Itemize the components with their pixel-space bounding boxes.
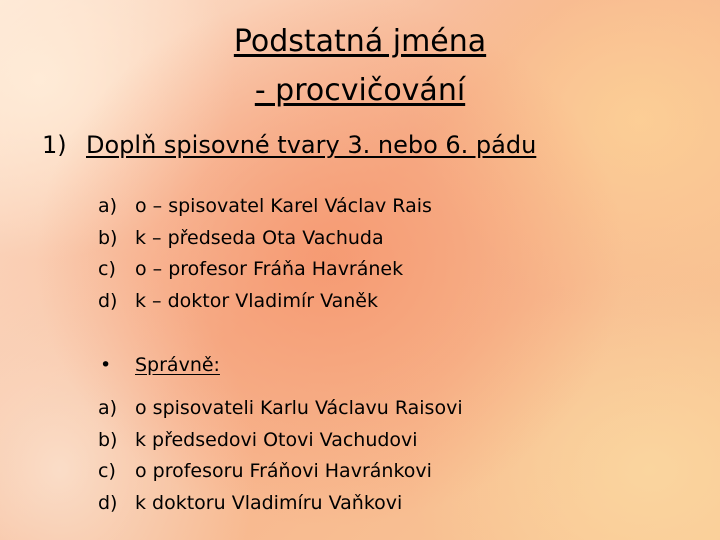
answer-item [98, 425, 463, 457]
answer-text: o spisovateli Karlu Václavu Raisovi [135, 397, 463, 419]
answer-letter: a) [98, 397, 118, 419]
exercise-letter: b) [98, 226, 118, 249]
exercise-letter: d) [98, 289, 118, 312]
task-heading [42, 128, 536, 162]
title-line-1 [0, 23, 720, 61]
exercise-text: o – profesor Fráňa Havránek [135, 258, 404, 280]
exercise-text: o – spisovatel Karel Václav Rais [135, 195, 432, 217]
exercise-item [98, 223, 432, 255]
answer-item [98, 488, 463, 520]
exercise-letter: a) [98, 195, 118, 217]
title-line-2 [0, 72, 720, 110]
exercise-letter: c) [98, 258, 116, 280]
exercise-text: k – doktor Vladimír Vaněk [135, 289, 378, 312]
answer-heading [100, 350, 220, 380]
title-line-1-text: Podstatná jména [233, 24, 487, 59]
answer-text: k doktoru Vladimíru Vaňkovi [135, 491, 403, 514]
task-number: 1) [42, 131, 67, 159]
answer-text: o profesoru Fráňovi Havránkovi [135, 460, 432, 482]
task-text: Doplň spisovné tvary 3. nebo 6. pádu [86, 131, 537, 159]
answer-letter: b) [98, 428, 118, 451]
answer-letter: c) [98, 460, 116, 482]
answer-item [98, 393, 463, 425]
answer-letter: d) [98, 491, 118, 514]
exercise-text: k – předseda Ota Vachuda [135, 226, 384, 249]
answer-text: k předsedovi Otovi Vachudovi [135, 428, 418, 451]
answer-item [98, 456, 463, 488]
exercise-item [98, 254, 432, 286]
exercise-item [98, 191, 432, 223]
bullet-icon: • [100, 354, 112, 376]
title-line-2-text: - procvičování [254, 73, 466, 108]
answer-label: Správně: [135, 354, 220, 376]
exercise-list [98, 191, 432, 317]
exercise-item [98, 286, 432, 318]
answer-list [98, 393, 463, 519]
